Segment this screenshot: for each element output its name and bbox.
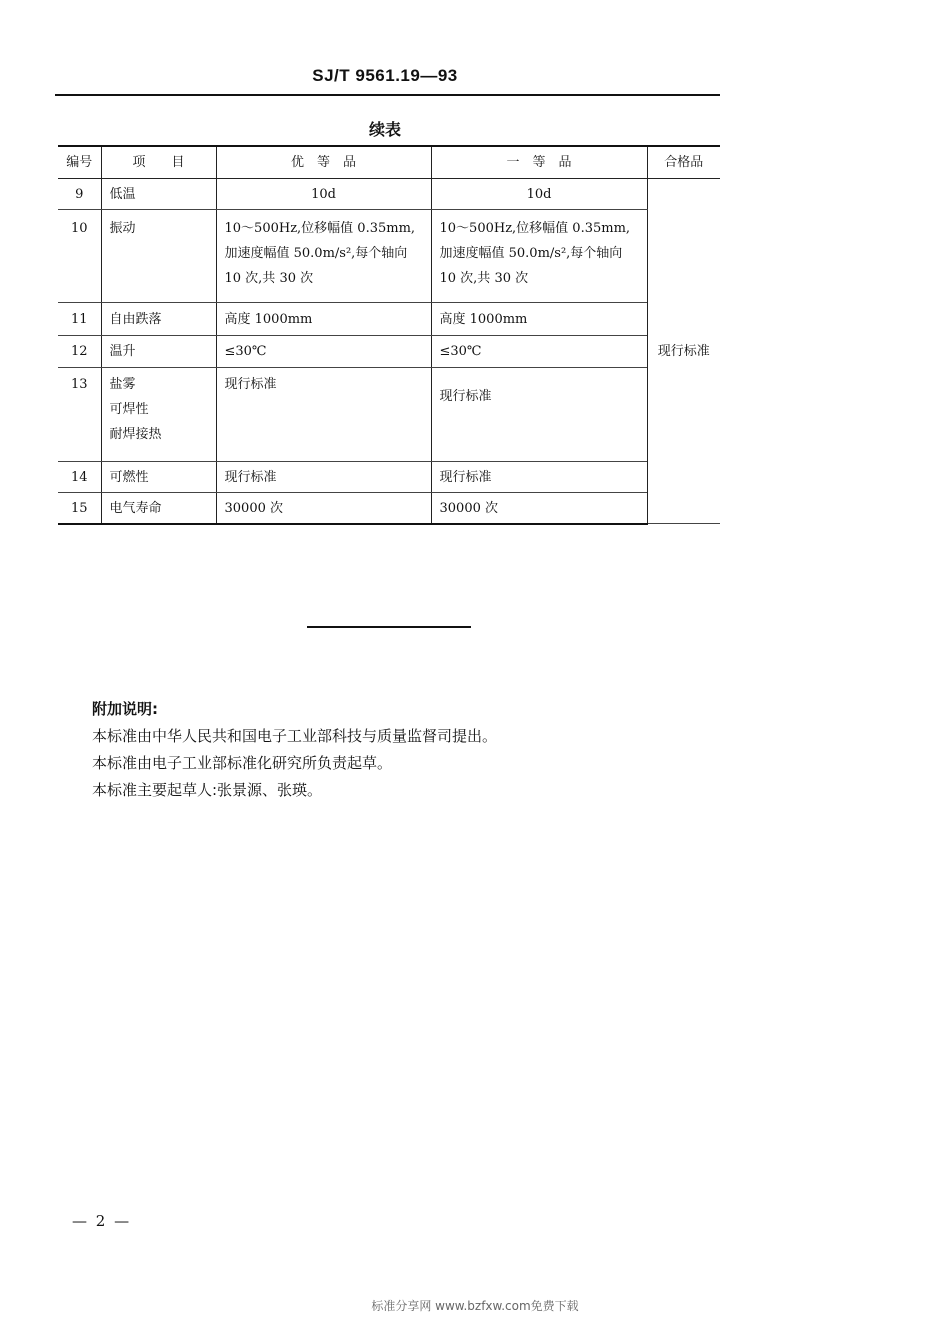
table-title: 续表: [368, 120, 401, 139]
row-premium: [216, 493, 431, 524]
row-first: [431, 210, 647, 303]
table-row: [58, 368, 720, 462]
table-row: [58, 179, 720, 210]
table-header-row: [58, 146, 720, 179]
table-row: [58, 303, 720, 336]
col-header-item: 项 目: [101, 146, 216, 179]
cell-line: 盐雾: [109, 377, 136, 392]
cell-line: 10～500Hz,位移幅值 0.35mm,: [224, 221, 416, 236]
cell-line: 加速度幅值 50.0m/s²,每个轴向: [224, 246, 408, 261]
row-item: [101, 336, 216, 368]
row-first: [431, 493, 647, 524]
row-number: 15: [58, 493, 101, 524]
col-header-premium: 优 等 品: [216, 146, 431, 179]
cell-line: 10～500Hz,位移幅值 0.35mm,: [439, 221, 631, 236]
row-premium: [216, 462, 431, 493]
row-item: [101, 303, 216, 336]
col-header-first: 一 等 品: [431, 146, 647, 179]
row-number: 11: [58, 303, 101, 336]
cell-line: 可燃性: [109, 470, 149, 485]
cell-line: 30000 次: [224, 501, 283, 516]
notes-line: 本标准主要起草人:张景源、张瑛。: [92, 781, 323, 799]
cell-line: 10 次,共 30 次: [224, 271, 314, 286]
row-premium: [216, 368, 431, 462]
row-number: 13: [58, 368, 101, 462]
row-item: [101, 368, 216, 462]
cell-line: 加速度幅值 50.0m/s²,每个轴向: [439, 246, 623, 261]
notes-line: 本标准由中华人民共和国电子工业部科技与质量监督司提出。: [92, 727, 498, 745]
row-first: [431, 368, 647, 462]
row-number: 9: [58, 179, 101, 210]
spec-table: [58, 145, 720, 525]
table-row: [58, 462, 720, 493]
cell-line: 10d: [526, 187, 552, 202]
page-number: — 2 —: [72, 1212, 132, 1230]
qualified-value: 现行标准: [647, 179, 720, 524]
row-first: [431, 179, 647, 210]
cell-line: 温升: [109, 344, 136, 359]
table-row: [58, 336, 720, 368]
table-row: [58, 210, 720, 303]
cell-line: 振动: [109, 221, 136, 236]
cell-line: 电气寿命: [109, 501, 162, 516]
table-row: [58, 493, 720, 524]
cell-line: 高度 1000mm: [439, 312, 528, 327]
end-rule: [307, 626, 471, 628]
row-first: [431, 336, 647, 368]
row-item: [101, 179, 216, 210]
cell-line: 10 次,共 30 次: [439, 271, 529, 286]
cell-line: 30000 次: [439, 501, 498, 516]
cell-line: 耐焊接热: [109, 427, 162, 442]
cell-line: 高度 1000mm: [224, 312, 313, 327]
cell-line: 低温: [109, 187, 136, 202]
row-premium: [216, 303, 431, 336]
row-number: 10: [58, 210, 101, 303]
table-body: [58, 179, 720, 524]
row-item: [101, 462, 216, 493]
row-number: 14: [58, 462, 101, 493]
row-item: [101, 493, 216, 524]
cell-line: 现行标准: [439, 470, 492, 485]
cell-line: 现行标准: [224, 377, 277, 392]
cell-line: 自由跌落: [109, 312, 162, 327]
col-header-no: 编号: [58, 146, 101, 179]
row-premium: [216, 336, 431, 368]
standard-code: SJ/T 9561.19—93: [312, 66, 458, 85]
cell-line: 10d: [311, 187, 336, 202]
notes-title: 附加说明:: [92, 700, 158, 718]
cell-line: 可焊性: [109, 402, 149, 417]
row-premium: [216, 210, 431, 303]
cell-line: ≤30℃: [224, 344, 267, 359]
cell-line: 现行标准: [439, 389, 492, 404]
row-first: [431, 462, 647, 493]
row-item: [101, 210, 216, 303]
col-header-qualified: 合格品: [647, 146, 720, 179]
header-rule: [55, 94, 720, 96]
row-premium: [216, 179, 431, 210]
cell-line: ≤30℃: [439, 344, 482, 359]
cell-line: 现行标准: [224, 470, 277, 485]
row-first: [431, 303, 647, 336]
row-number: 12: [58, 336, 101, 368]
notes-line: 本标准由电子工业部标准化研究所负责起草。: [92, 754, 393, 772]
additional-notes: [92, 696, 497, 804]
footer-watermark: 标准分享网 www.bzfxw.com免费下载: [371, 1299, 579, 1313]
